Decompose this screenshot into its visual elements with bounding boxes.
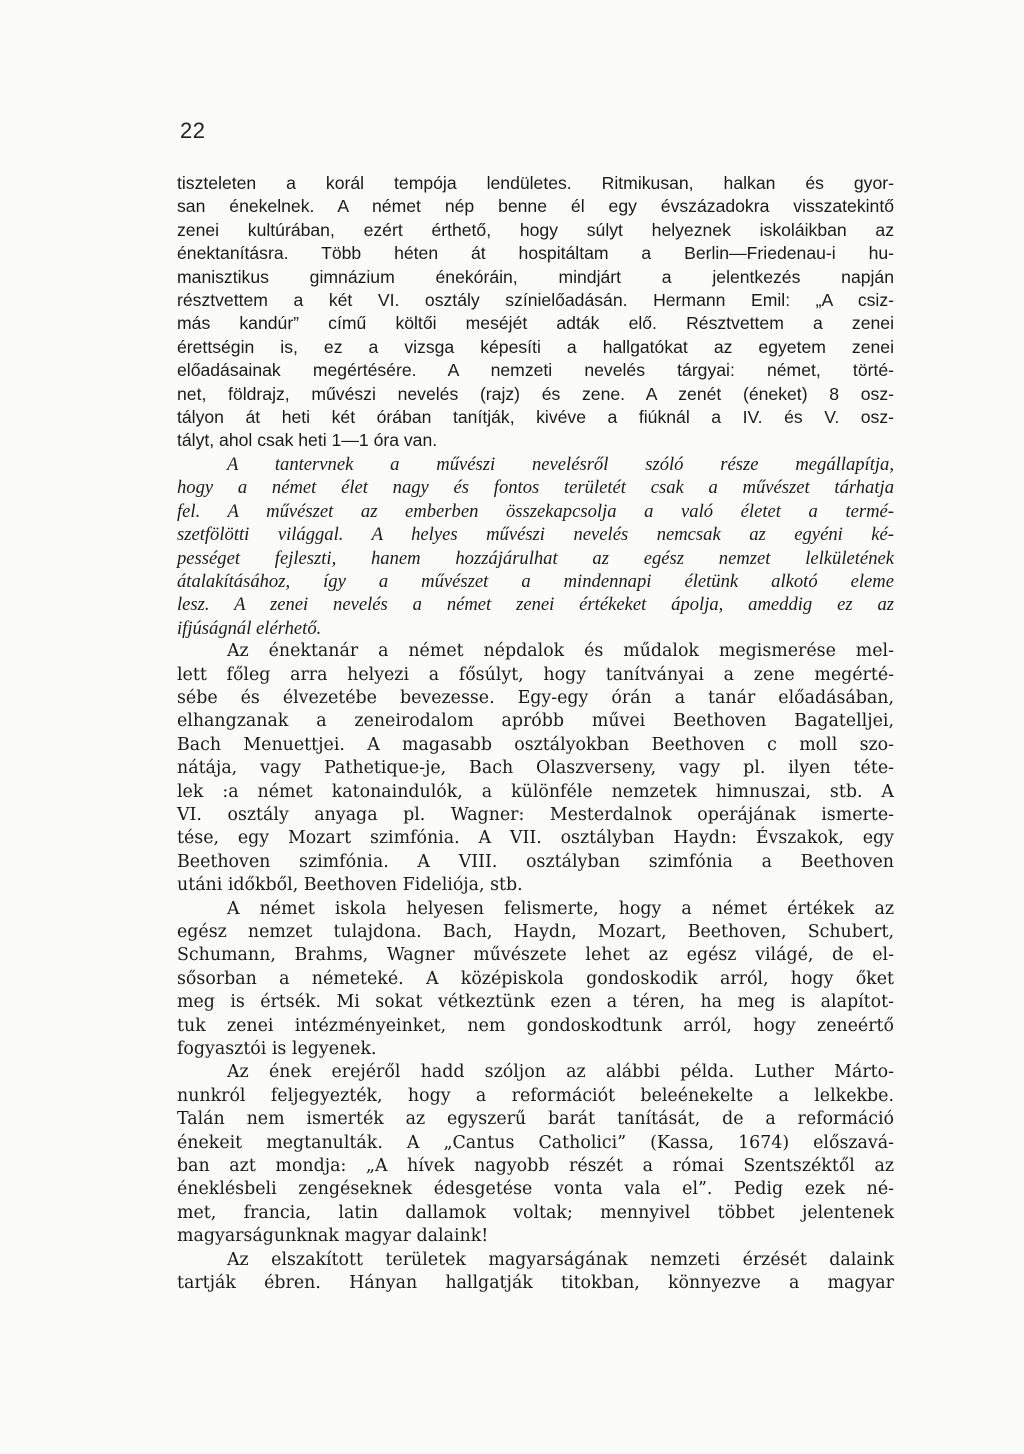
text-line: érettségin is, ez a vizsga képesíti a hallgatókat az egyetem zenei xyxy=(177,336,894,357)
page-number: 22 xyxy=(180,118,206,143)
text-line: fel. A művészet az emberben összekapcsolja a való életet a termé- xyxy=(177,500,894,522)
text-line: tartják ébren. Hányan hallgatják titokban, könnyezve a magyar xyxy=(177,1273,894,1294)
text-line: tiszteleten a korál tempója lendületes. Ritmikusan, halkan és gyor- xyxy=(177,173,894,193)
paragraph-p5 xyxy=(177,1061,894,1248)
text-line: magyarságunknak magyar dalaink! xyxy=(177,1226,489,1247)
text-line: éneklésbeli zengéseknek édesgetése vonta vala el”. Pedig ezek né- xyxy=(177,1179,894,1200)
text-line: ban azt mondja: „A hívek nagyobb részét a római Szentszéktől az xyxy=(177,1156,894,1177)
text-line: meg is értsék. Mi sokat vétkeztünk ezen a téren, ha meg is alapítot- xyxy=(177,992,894,1013)
text-line: tuk zenei intézményeinket, nem gondoskodtunk arról, hogy zeneértő xyxy=(177,1015,894,1036)
text-line: ifjúságnál elérhető. xyxy=(177,617,322,639)
paragraph-p1 xyxy=(177,172,894,453)
document-body xyxy=(177,172,894,1296)
text-line: tályon át heti két órában tanítják, kivéve a fiúknál a IV. és V. osz- xyxy=(177,407,894,428)
paragraph-p2 xyxy=(177,453,894,640)
text-line: hogy a német élet nagy és fontos területét csak a művészet tárhatja xyxy=(177,477,894,499)
text-line: elhangzanak a zeneirodalom apróbb művei Beethoven Bagatelljei, xyxy=(177,711,894,732)
text-line: utáni időkből, Beethoven Fideliója, stb. xyxy=(177,875,523,896)
text-line: A német iskola helyesen felismerte, hogy a német értékek az xyxy=(227,898,894,919)
text-line: Az énektanár a német népdalok és műdalok megismerése mel- xyxy=(227,641,894,662)
text-line: zenei kultúrában, ezért érthető, hogy súlyt helyeznek iskoláikban az xyxy=(177,219,894,240)
text-line: tése, egy Mozart szimfónia. A VII. osztályban Haydn: Évszakok, egy xyxy=(177,828,894,849)
text-line: sősorban a németeké. A középiskola gondoskodik arról, hogy őket xyxy=(177,968,894,989)
text-line: Beethoven szimfónia. A VIII. osztályban szimfónia a Beethoven xyxy=(177,851,894,872)
text-line: résztvettem a két VI. osztály színielőadásán. Hermann Emil: „A csiz- xyxy=(177,290,894,311)
text-line: tályt, ahol csak heti 1—1 óra van. xyxy=(177,430,438,451)
text-line: fogyasztói is legyenek. xyxy=(177,1039,377,1060)
paragraph-p4 xyxy=(177,898,894,1062)
text-line: lett főleg arra helyezi a fősúlyt, hogy tanítványai a zene megérté- xyxy=(177,664,894,685)
text-line: énekeit megtanulták. A „Cantus Catholici” (Kassa, 1674) előszavá- xyxy=(177,1132,894,1153)
text-line: énektanításra. Több héten át hospitáltam a Berlin—Friedenau-i hu- xyxy=(177,243,894,264)
text-line: lesz. A zenei nevelés a német zenei értékeket ápolja, ameddig ez az xyxy=(177,594,894,616)
text-line: pességet fejleszti, hanem hozzájárulhat az egész nemzet lelkületének xyxy=(177,547,894,569)
text-line: átalakításához, így a művészet a mindennapi életünk alkotó eleme xyxy=(177,570,894,592)
text-line: szetfölötti világgal. A helyes művészi nevelés nemcsak az egyéni ké- xyxy=(177,524,894,546)
text-line: Talán nem ismerték az egyszerű barát tanítását, de a reformáció xyxy=(177,1109,894,1130)
text-line: manisztikus gimnázium énekóráin, mindjárt a jelentkezés napján xyxy=(177,266,894,287)
text-line: előadásainak megértésére. A nemzeti nevelés tárgyai: német, törté- xyxy=(177,360,894,381)
text-line: VI. osztály anyaga pl. Wagner: Mesterdalnok operájának ismerte- xyxy=(177,804,894,825)
text-line: Az elszakított területek magyarságának nemzeti érzését dalaink xyxy=(227,1249,894,1270)
text-line: Schumann, Brahms, Wagner művészete lehet az egész világé, de el- xyxy=(177,945,894,966)
text-line: A tantervnek a művészi nevelésről szóló része megállapítja, xyxy=(227,453,894,475)
text-line: más kandúr” című költői meséjét adták elő. Résztvettem a zenei xyxy=(177,313,894,334)
text-line: san énekelnek. A német nép benne él egy évszázadokra visszatekintő xyxy=(177,196,894,217)
text-line: lek :a német katonaindulók, a különféle nemzetek himnuszai, stb. A xyxy=(177,781,894,802)
text-line: met, francia, latin dallamok voltak; mennyivel többet jelentenek xyxy=(177,1202,894,1223)
text-line: Az ének erejéről hadd szóljon az alábbi példa. Luther Márto- xyxy=(227,1062,894,1083)
text-line: nátája, vagy Pathetique-je, Bach Olaszverseny, vagy pl. ilyen téte- xyxy=(177,758,894,779)
text-line: net, földrajz, művészi nevelés (rajz) és zene. A zenét (éneket) 8 osz- xyxy=(177,383,894,404)
text-line: nunkról feljegyezték, hogy a reformációt beleénekelte a lelkekbe. xyxy=(177,1085,894,1106)
text-line: Bach Menuettjei. A magasabb osztályokban Beethoven c moll szo- xyxy=(177,734,894,755)
text-line: egész nemzet tulajdona. Bach, Haydn, Mozart, Beethoven, Schubert, xyxy=(177,922,894,942)
text-line: sébe és élvezetébe bevezesse. Egy-egy órán a tanár előadásában, xyxy=(177,687,894,708)
paragraph-p6 xyxy=(177,1249,894,1296)
paragraph-p3 xyxy=(177,640,894,897)
